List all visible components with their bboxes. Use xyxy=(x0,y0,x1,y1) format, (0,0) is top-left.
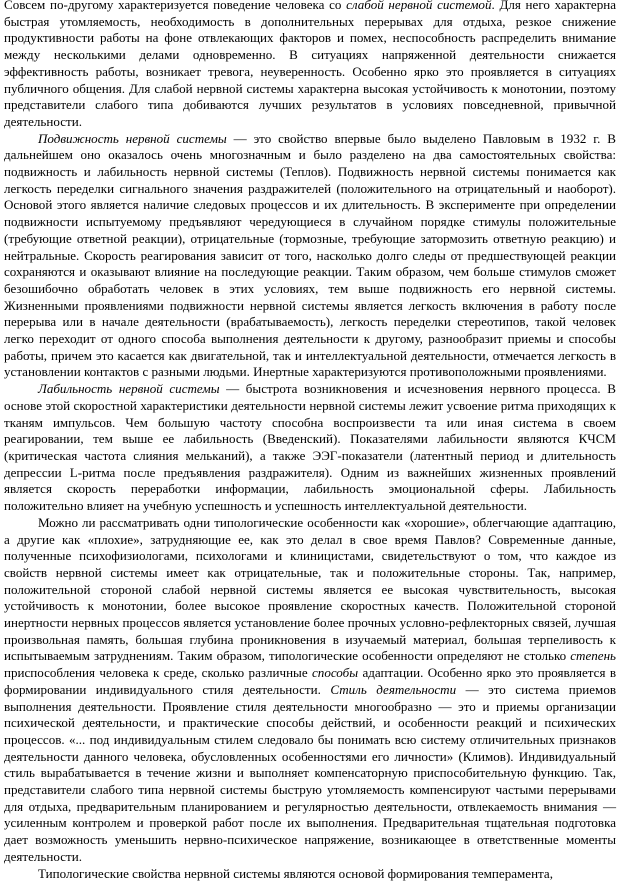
text-segment: адаптации. Особенно ярко это проявляется в формировании индивидуального стиля деятельности. xyxy=(4,665,616,697)
text-segment: — быстрота возникновения и исчезновения нервного процесса. В основе этой скоростной характеристики деятельности нервной системы лежит усвоение ритма приходящих к тканям импульсов. Чем большую частоту способна воспроизвести та или иная система в своем реагировании, тем выше ее лабильность (Введенский). Показателями лабильности являются КЧСМ (критическая частота слияния мельканий), а также ЭЭГ-показатели (латентный период и длительность депрессии L-ритма после предъявления раздражителя). Одним из важнейших жизненных проявлений является скорость переработки информации, лабильность эмоциональной сферы. Лабильность положительно влияет на учебную успешность и успешность интеллектуальной деятельности. xyxy=(4,381,616,514)
text-segment: Типологические свойства нервной системы являются основой формирования темперамента, xyxy=(38,865,553,881)
paragraph-mobility xyxy=(4,131,616,382)
italic-term: способы xyxy=(312,665,359,681)
italic-term: Лабильность нервной системы xyxy=(38,381,220,397)
text-segment: — это свойство впервые было выделено Павловым в 1932 г. В дальнейшем оно оказалось очень многозначным и было разделено на два самостоятельных свойства: подвижность и лабильность нервной системы (Теплов). Подвижность нервной системы понимается как легкость переделки сигнального значения раздражителей (положительного на отрицательный и наоборот). Основой этого является наличие следовых процессов и их длительность. В эксперименте при определении подвижности испытуемому предъявляют чередующиеся в случайном порядке стимулы положительные (требующие ответной реакции), отрицательные (тормозные, требующие затормозить ответную реакцию) и нейтральные. Скорость реагирования зависит от того, насколько долго следы от предшествующей реакции сохраняются и оказывают влияние на последующие реакции. Таким образом, чем больше стимулов сможет безошибочно обработать человек в этих условиях, тем выше подвижность его нервной системы. Жизненными проявлениями подвижности нервной системы является легкость включения в работу после перерыва или в начале деятельности (врабатываемость), легкость переделки стереотипов, такой человек легко переходит от одного способа выполнения деятельности к другому, разнообразит приемы и способы работы, причем это касается как двигательной, так и интеллектуальной деятельности, отмечается легкость в установлении контактов с разными людьми. Инертные характеризуются противоположными проявлениями. xyxy=(4,130,616,380)
italic-term: степень xyxy=(570,648,616,664)
paragraph-individual-style xyxy=(4,515,616,866)
paragraph-lability xyxy=(4,381,616,515)
italic-term: Стиль деятельности xyxy=(330,681,457,697)
italic-term: слабой нервной системой xyxy=(346,0,492,12)
paragraph-temperament xyxy=(4,866,616,882)
text-segment: — это система приемов выполнения деятельности. Проявление стиля деятельности многообразно — это и приемы организации психической деятельности, и практические способы действий, и особенности реакций и психических процессов. «... под индивидуальным стилем следовало бы понимать всю систему отличительных признаков деятельности данного человека, обусловленных особенностями его личности» (Климов). Индивидуальный стиль вырабатывается в течение жизни и выполняет компенсаторную приспособительную функцию. Так, представители слабого типа нервной системы быструю утомляемость компенсируют частыми перерывами для отдыха, предварительным планированием и регулярностью деятельности, отвлекаемость внимания — усиленным контролем и проверкой работ после их выполнения. Предварительная тщательная подготовка дает возможность уменьшить нервно-психическое напряжение, возникающее в ответственные моменты деятельности. xyxy=(4,681,617,864)
text-segment: Можно ли рассматривать одни типологические особенности как «хорошие», облегчающие адаптацию, а другие как «плохие», затрудняющие ее, как это делал в свое время Павлов? Современные данные, полученные психофизиологами, психологами и клиницистами, свидетельствуют о том, что каждое из свойств нервной системы имеет как отрицательные, так и положительные стороны. Так, например, положительной стороной слабой нервной системы является ее высокая чувствительность, высокая устойчивость к монотонии, более высокое проявление скоростных качеств. Положительной стороной инертности нервных процессов является установление более прочных условно-рефлекторных связей, лучшая произвольная память, большая глубина проникновения в изучаемый материал, большая терпеливость к испытываемым затруднениям. Таким образом, типологические особенности определяют не столько xyxy=(4,514,616,664)
text-segment: . Для него характерна быстрая утомляемость, необходимость в дополнительных перерывах для отдыха, резкое снижение продуктивности работы на фоне отвлекающих факторов и помех, неспособность распределить внимание между несколькими делами одновременно. В ситуациях напряженной деятельности снижается эффективность работы, возникает тревога, неуверенность. Особенно ярко это проявляется в ситуациях публичного общения. Для слабой нервной системы характерна высокая устойчивость к монотонии, поэтому представители слабого типа добиваются лучших результатов в условиях повседневной, привычной деятельности. xyxy=(4,0,616,129)
paragraph-weak-nervous-system xyxy=(4,0,616,131)
italic-term: Подвижность нервной системы xyxy=(38,130,227,146)
text-segment: приспособления человека к среде, сколько различные xyxy=(4,665,312,681)
text-segment: Совсем по-другому характеризуется поведение человека со xyxy=(4,0,347,12)
